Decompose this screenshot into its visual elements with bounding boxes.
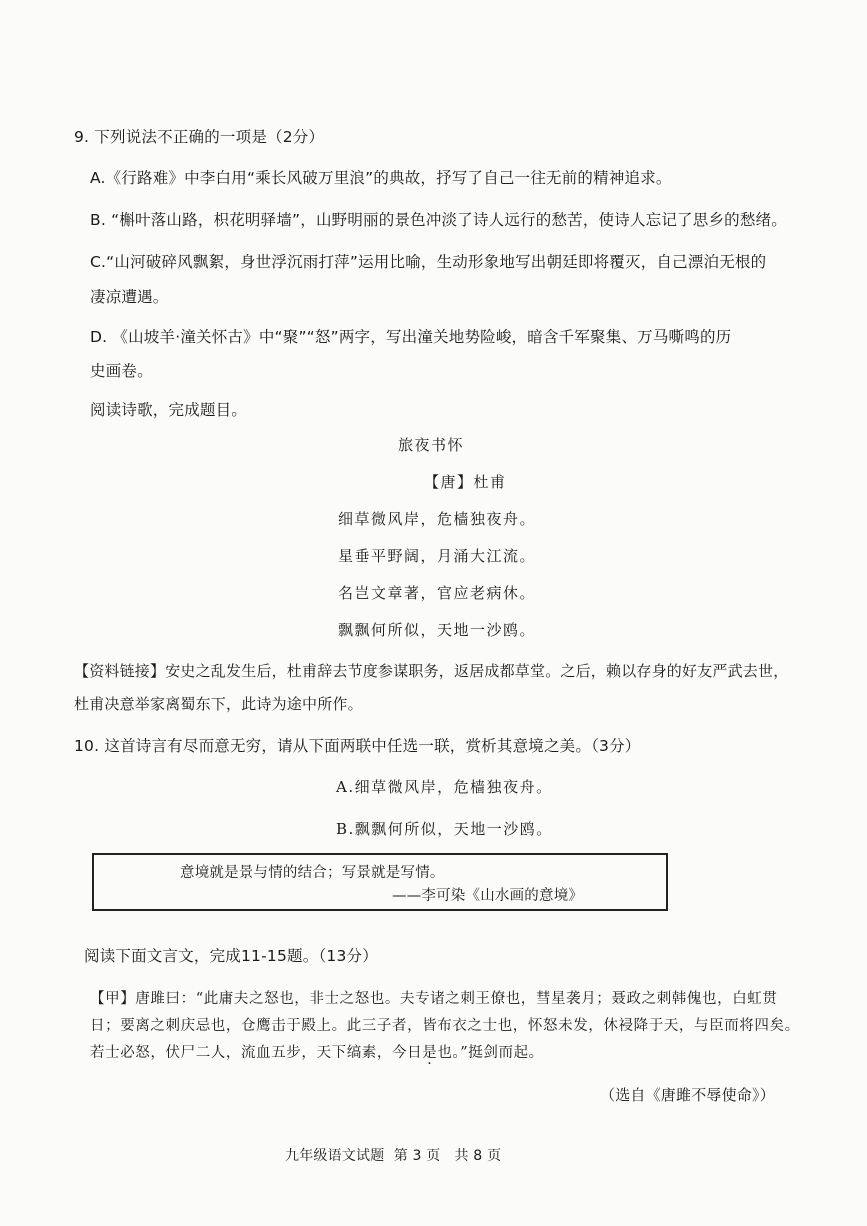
page-footer: 九年级语文试题 第 3 页 共 8 页 (285, 1148, 502, 1164)
question-9-option-c-line1: C.“山河破碎风飘絮，身世浮沉雨打萍”运用比喻，生动形象地写出朝廷即将覆灭，自己漂泊无根的 (90, 253, 767, 271)
poem-line-2: 星垂平野阔，月涌大江流。 (338, 547, 537, 565)
question-9-option-c-line2: 凄凉遭遇。 (90, 288, 169, 306)
classical-text-line3-part1: 若士必怒，伏尸二人，流血五步，天下缟素，今日 (90, 1045, 423, 1061)
reading-instruction: 阅读诗歌，完成题目。 (90, 401, 248, 419)
poem-line-4: 飘飘何所似，天地一沙鸥。 (338, 621, 537, 639)
quote-source: ——李可染《山水画的意境》 (392, 888, 584, 904)
question-9-option-d-line2: 史画卷。 (90, 362, 153, 380)
question-10-option-a: A.细草微风岸，危樯独夜舟。 (336, 778, 553, 796)
poem-line-3: 名岂文章著，官应老病休。 (338, 584, 537, 602)
emphasized-character: 是 (422, 1045, 438, 1061)
question-9-option-b: B. “槲叶落山路，枳花明驿墙”，山野明丽的景色冲淡了诗人远行的愁苦，使诗人忘记了思乡的愁绪。 (90, 211, 787, 229)
quote-text: 意境就是景与情的结合；写景就是写情。 (180, 865, 445, 881)
classical-reading-instruction: 阅读下面文言文，完成11-15题。（13分） (84, 947, 378, 965)
question-9-stem: 9. 下列说法不正确的一项是（2分） (74, 128, 325, 146)
poem-line-1: 细草微风岸，危樯独夜舟。 (338, 510, 537, 528)
background-note-line1: 【资料链接】安史之乱发生后，杜甫辞去节度参谋职务，返居成都草堂。之后，赖以存身的好友严武去世， (74, 662, 789, 680)
classical-text-line2: 日；要离之刺庆忌也，仓鹰击于殿上。此三子者，皆布衣之士也，怀怒未发，休祲降于天，与臣而将四矣。 (90, 1018, 800, 1034)
question-9-option-a: A.《行路难》中李白用“乘长风破万里浪”的典故，抒写了自己一往无前的精神追求。 (90, 169, 672, 187)
question-9-option-d-line1: D. 《山坡羊·潼关怀古》中“聚”“怒”两字，写出潼关地势险峻，暗含千军聚集、万马嘶鸣的历 (90, 328, 732, 346)
classical-text-line3-part3: 也。”挺剑而起。 (437, 1045, 544, 1061)
classical-source: （选自《唐雎不辱使命》） (600, 1086, 775, 1104)
question-10-option-b: B.飘飘何所似，天地一沙鸥。 (336, 820, 553, 838)
poem-title: 旅夜书怀 (398, 436, 465, 454)
classical-text-line1: 【甲】唐雎曰：“此庸夫之怒也，非士之怒也。夫专诸之刺王僚也，彗星袭月；聂政之刺韩傀也，白虹贯 (90, 991, 778, 1007)
poem-author: 【唐】杜甫 (424, 473, 507, 491)
question-10-stem: 10. 这首诗言有尽而意无穷，请从下面两联中任选一联，赏析其意境之美。（3分） (74, 737, 641, 755)
classical-text-line3 (90, 1041, 544, 1062)
background-note-line2: 杜甫决意举家离蜀东下，此诗为途中所作。 (74, 695, 363, 713)
